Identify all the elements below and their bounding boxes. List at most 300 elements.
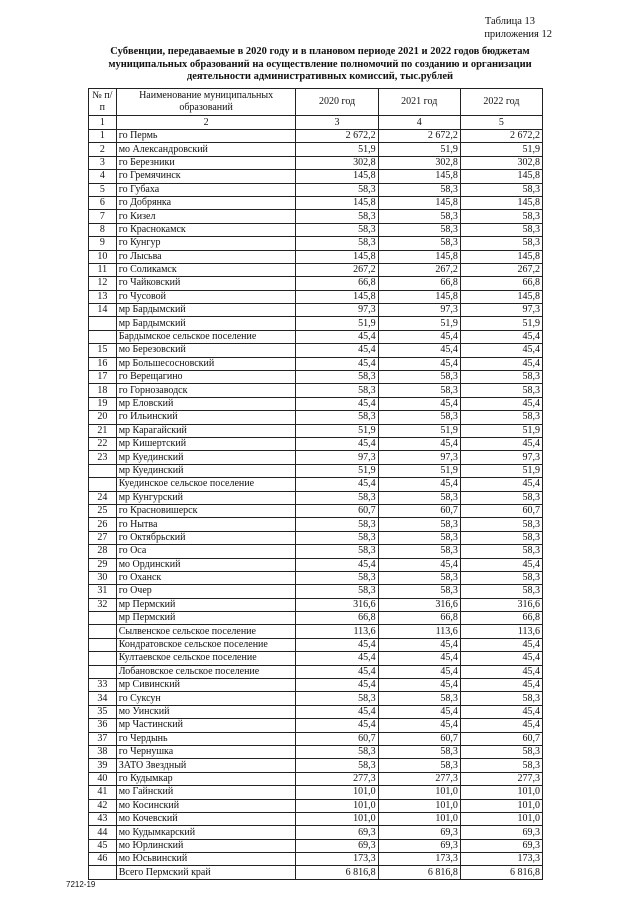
value-2020: 60,7 — [296, 504, 378, 517]
value-2022: 58,3 — [460, 585, 542, 598]
table-row — [89, 638, 543, 651]
value-2020: 58,3 — [296, 491, 378, 504]
row-number — [89, 330, 117, 343]
value-2020: 113,6 — [296, 625, 378, 638]
value-2022: 69,3 — [460, 826, 542, 839]
table-row — [89, 504, 543, 517]
value-2021: 51,9 — [378, 424, 460, 437]
row-number — [89, 652, 117, 665]
table-row — [89, 853, 543, 866]
row-name: мо Александровский — [116, 143, 296, 156]
column-number: 3 — [296, 116, 378, 130]
row-name: го Губаха — [116, 183, 296, 196]
value-2021: 302,8 — [378, 156, 460, 169]
row-name: мр Куединский — [116, 451, 296, 464]
row-number: 42 — [89, 799, 117, 812]
row-number: 13 — [89, 290, 117, 303]
value-2022: 145,8 — [460, 290, 542, 303]
row-name: го Кунгур — [116, 237, 296, 250]
row-number: 26 — [89, 518, 117, 531]
value-2021: 58,3 — [378, 491, 460, 504]
value-2022: 60,7 — [460, 732, 542, 745]
value-2022: 45,4 — [460, 344, 542, 357]
table-row — [89, 518, 543, 531]
value-2021: 60,7 — [378, 504, 460, 517]
value-2022: 60,7 — [460, 504, 542, 517]
value-2021: 45,4 — [378, 679, 460, 692]
value-2020: 45,4 — [296, 679, 378, 692]
row-number: 2 — [89, 143, 117, 156]
row-number: 25 — [89, 504, 117, 517]
value-2020: 97,3 — [296, 451, 378, 464]
value-2021: 101,0 — [378, 799, 460, 812]
row-number: 34 — [89, 692, 117, 705]
row-name: мр Кишертский — [116, 437, 296, 450]
row-name: го Краснокамск — [116, 223, 296, 236]
value-2022: 45,4 — [460, 665, 542, 678]
row-number: 38 — [89, 745, 117, 758]
row-number: 30 — [89, 571, 117, 584]
value-2021: 316,6 — [378, 598, 460, 611]
row-name: го Добрянка — [116, 196, 296, 209]
column-number-row — [89, 116, 543, 130]
row-number: 35 — [89, 705, 117, 718]
row-number: 22 — [89, 437, 117, 450]
table-row — [89, 531, 543, 544]
value-2022: 97,3 — [460, 304, 542, 317]
row-name: го Гремячинск — [116, 170, 296, 183]
value-2021: 45,4 — [378, 330, 460, 343]
row-name: Култаевское сельское поселение — [116, 652, 296, 665]
row-name: го Чернушка — [116, 745, 296, 758]
row-number: 33 — [89, 679, 117, 692]
row-name: мр Кунгурский — [116, 491, 296, 504]
row-number: 19 — [89, 397, 117, 410]
value-2020: 45,4 — [296, 397, 378, 410]
table-row — [89, 558, 543, 571]
value-2020: 58,3 — [296, 371, 378, 384]
row-number — [89, 665, 117, 678]
table-row — [89, 625, 543, 638]
table-body — [89, 130, 543, 880]
value-2021: 58,3 — [378, 745, 460, 758]
table-number: Таблица 13 — [484, 16, 535, 27]
row-number — [89, 625, 117, 638]
value-2021: 69,3 — [378, 839, 460, 852]
row-name: го Ильинский — [116, 411, 296, 424]
value-2022: 2 672,2 — [460, 130, 542, 143]
row-name: ЗАТО Звездный — [116, 759, 296, 772]
value-2020: 58,3 — [296, 692, 378, 705]
row-name: мо Уинский — [116, 705, 296, 718]
value-2021: 145,8 — [378, 196, 460, 209]
table-row — [89, 196, 543, 209]
table-row — [89, 237, 543, 250]
value-2020: 6 816,8 — [296, 866, 378, 879]
value-2020: 302,8 — [296, 156, 378, 169]
value-2022: 101,0 — [460, 786, 542, 799]
row-name: мо Березовский — [116, 344, 296, 357]
value-2020: 145,8 — [296, 250, 378, 263]
value-2020: 58,3 — [296, 183, 378, 196]
row-name: мр Большесосновский — [116, 357, 296, 370]
value-2020: 316,6 — [296, 598, 378, 611]
value-2020: 69,3 — [296, 839, 378, 852]
value-2022: 145,8 — [460, 170, 542, 183]
row-name: мр Бардымский — [116, 304, 296, 317]
value-2021: 97,3 — [378, 304, 460, 317]
value-2021: 145,8 — [378, 250, 460, 263]
table-row — [89, 799, 543, 812]
value-2020: 58,3 — [296, 384, 378, 397]
row-number: 44 — [89, 826, 117, 839]
value-2021: 45,4 — [378, 705, 460, 718]
value-2020: 145,8 — [296, 170, 378, 183]
value-2022: 51,9 — [460, 317, 542, 330]
row-name: го Оханск — [116, 571, 296, 584]
column-number: 4 — [378, 116, 460, 130]
row-name: го Суксун — [116, 692, 296, 705]
table-row — [89, 585, 543, 598]
value-2020: 51,9 — [296, 424, 378, 437]
row-name: мо Юсьвинский — [116, 853, 296, 866]
row-name: Всего Пермский край — [116, 866, 296, 879]
table-row — [89, 571, 543, 584]
row-number: 9 — [89, 237, 117, 250]
value-2021: 45,4 — [378, 478, 460, 491]
header-2022: 2022 год — [460, 89, 542, 116]
row-number: 43 — [89, 812, 117, 825]
value-2021: 69,3 — [378, 826, 460, 839]
value-2022: 145,8 — [460, 250, 542, 263]
row-number: 45 — [89, 839, 117, 852]
value-2020: 45,4 — [296, 665, 378, 678]
value-2021: 58,3 — [378, 585, 460, 598]
table-row — [89, 290, 543, 303]
value-2020: 58,3 — [296, 237, 378, 250]
value-2022: 58,3 — [460, 531, 542, 544]
value-2021: 51,9 — [378, 317, 460, 330]
value-2022: 45,4 — [460, 719, 542, 732]
table-row — [89, 183, 543, 196]
value-2021: 113,6 — [378, 625, 460, 638]
value-2022: 51,9 — [460, 424, 542, 437]
row-name: го Красновишерск — [116, 504, 296, 517]
value-2020: 45,4 — [296, 357, 378, 370]
row-name: Куединское сельское поселение — [116, 478, 296, 491]
row-number: 6 — [89, 196, 117, 209]
row-name: го Чайковский — [116, 277, 296, 290]
row-name: го Чусовой — [116, 290, 296, 303]
value-2020: 45,4 — [296, 330, 378, 343]
row-name: го Очер — [116, 585, 296, 598]
table-row — [89, 705, 543, 718]
column-number: 2 — [116, 116, 296, 130]
subventions-table — [88, 88, 543, 880]
row-number: 12 — [89, 277, 117, 290]
value-2022: 45,4 — [460, 397, 542, 410]
value-2021: 58,3 — [378, 531, 460, 544]
row-number: 21 — [89, 424, 117, 437]
value-2022: 58,3 — [460, 759, 542, 772]
row-number: 17 — [89, 371, 117, 384]
row-number: 39 — [89, 759, 117, 772]
value-2020: 69,3 — [296, 826, 378, 839]
table-row — [89, 223, 543, 236]
table-row — [89, 143, 543, 156]
value-2021: 45,4 — [378, 357, 460, 370]
value-2022: 45,4 — [460, 705, 542, 718]
table-row — [89, 839, 543, 852]
value-2020: 145,8 — [296, 196, 378, 209]
value-2022: 58,3 — [460, 210, 542, 223]
row-number — [89, 464, 117, 477]
row-name: Лобановское сельское поселение — [116, 665, 296, 678]
value-2020: 58,3 — [296, 210, 378, 223]
value-2020: 58,3 — [296, 545, 378, 558]
table-row — [89, 826, 543, 839]
row-name: го Кудымкар — [116, 772, 296, 785]
row-name: го Оса — [116, 545, 296, 558]
value-2021: 45,4 — [378, 638, 460, 651]
row-name: мр Еловский — [116, 397, 296, 410]
value-2022: 58,3 — [460, 384, 542, 397]
row-name: го Верещагино — [116, 371, 296, 384]
row-number: 37 — [89, 732, 117, 745]
table-row — [89, 371, 543, 384]
table-row — [89, 317, 543, 330]
row-name: го Березники — [116, 156, 296, 169]
table-row — [89, 357, 543, 370]
value-2021: 58,3 — [378, 571, 460, 584]
table-row — [89, 812, 543, 825]
value-2021: 66,8 — [378, 612, 460, 625]
table-row — [89, 679, 543, 692]
row-name: го Чердынь — [116, 732, 296, 745]
row-number: 29 — [89, 558, 117, 571]
table-row — [89, 304, 543, 317]
value-2021: 66,8 — [378, 277, 460, 290]
table-row — [89, 478, 543, 491]
row-name: го Нытва — [116, 518, 296, 531]
row-number: 24 — [89, 491, 117, 504]
value-2020: 58,3 — [296, 745, 378, 758]
value-2022: 58,3 — [460, 411, 542, 424]
row-number — [89, 612, 117, 625]
row-name: мр Частинский — [116, 719, 296, 732]
value-2020: 97,3 — [296, 304, 378, 317]
row-number: 8 — [89, 223, 117, 236]
table-row — [89, 786, 543, 799]
table-row — [89, 437, 543, 450]
value-2021: 6 816,8 — [378, 866, 460, 879]
table-row — [89, 772, 543, 785]
value-2022: 66,8 — [460, 277, 542, 290]
value-2021: 173,3 — [378, 853, 460, 866]
row-number — [89, 478, 117, 491]
header-2020: 2020 год — [296, 89, 378, 116]
table-row — [89, 210, 543, 223]
value-2021: 97,3 — [378, 451, 460, 464]
row-name: мр Пермский — [116, 612, 296, 625]
table-row — [89, 692, 543, 705]
value-2022: 45,4 — [460, 558, 542, 571]
table-row — [89, 411, 543, 424]
table-row — [89, 745, 543, 758]
value-2022: 45,4 — [460, 478, 542, 491]
row-number — [89, 866, 117, 879]
value-2021: 45,4 — [378, 665, 460, 678]
value-2022: 45,4 — [460, 330, 542, 343]
value-2022: 58,3 — [460, 571, 542, 584]
value-2022: 58,3 — [460, 237, 542, 250]
value-2022: 101,0 — [460, 812, 542, 825]
value-2022: 58,3 — [460, 745, 542, 758]
table-row — [89, 491, 543, 504]
value-2020: 45,4 — [296, 344, 378, 357]
value-2021: 58,3 — [378, 223, 460, 236]
row-name: мо Юрлинский — [116, 839, 296, 852]
row-number: 41 — [89, 786, 117, 799]
value-2022: 302,8 — [460, 156, 542, 169]
table-row — [89, 652, 543, 665]
value-2021: 101,0 — [378, 786, 460, 799]
row-name: мо Кочевский — [116, 812, 296, 825]
value-2020: 58,3 — [296, 518, 378, 531]
value-2020: 66,8 — [296, 277, 378, 290]
row-number: 32 — [89, 598, 117, 611]
value-2020: 51,9 — [296, 464, 378, 477]
row-number: 15 — [89, 344, 117, 357]
value-2021: 45,4 — [378, 397, 460, 410]
row-number: 7 — [89, 210, 117, 223]
value-2020: 101,0 — [296, 812, 378, 825]
value-2021: 45,4 — [378, 344, 460, 357]
value-2022: 51,9 — [460, 464, 542, 477]
row-name: го Соликамск — [116, 263, 296, 276]
table-row — [89, 866, 543, 879]
value-2021: 267,2 — [378, 263, 460, 276]
table-row — [89, 665, 543, 678]
value-2021: 45,4 — [378, 558, 460, 571]
value-2020: 45,4 — [296, 719, 378, 732]
header-2021: 2021 год — [378, 89, 460, 116]
row-number: 16 — [89, 357, 117, 370]
value-2020: 2 672,2 — [296, 130, 378, 143]
table-row — [89, 612, 543, 625]
value-2022: 97,3 — [460, 451, 542, 464]
value-2021: 2 672,2 — [378, 130, 460, 143]
row-name: го Пермь — [116, 130, 296, 143]
row-number: 5 — [89, 183, 117, 196]
value-2022: 101,0 — [460, 799, 542, 812]
value-2022: 45,4 — [460, 638, 542, 651]
footer-code: 7212-19 — [66, 880, 96, 889]
table-row — [89, 759, 543, 772]
value-2022: 277,3 — [460, 772, 542, 785]
value-2020: 101,0 — [296, 799, 378, 812]
value-2021: 45,4 — [378, 437, 460, 450]
value-2020: 58,3 — [296, 759, 378, 772]
table-row — [89, 598, 543, 611]
row-name: го Кизел — [116, 210, 296, 223]
value-2021: 58,3 — [378, 545, 460, 558]
table-row — [89, 130, 543, 143]
table-row — [89, 156, 543, 169]
value-2020: 45,4 — [296, 705, 378, 718]
table-header-row — [89, 89, 543, 116]
value-2022: 58,3 — [460, 692, 542, 705]
row-name: мо Кудымкарский — [116, 826, 296, 839]
value-2021: 101,0 — [378, 812, 460, 825]
row-name: Кондратовское сельское поселение — [116, 638, 296, 651]
value-2022: 45,4 — [460, 679, 542, 692]
value-2021: 58,3 — [378, 411, 460, 424]
column-number: 1 — [89, 116, 117, 130]
value-2021: 51,9 — [378, 464, 460, 477]
value-2021: 58,3 — [378, 210, 460, 223]
row-name: мо Гайнский — [116, 786, 296, 799]
value-2022: 58,3 — [460, 491, 542, 504]
value-2020: 45,4 — [296, 638, 378, 651]
table-row — [89, 464, 543, 477]
row-name: мр Куединский — [116, 464, 296, 477]
row-number: 20 — [89, 411, 117, 424]
table-row — [89, 424, 543, 437]
value-2022: 145,8 — [460, 196, 542, 209]
value-2021: 58,3 — [378, 692, 460, 705]
row-name: мр Сивинский — [116, 679, 296, 692]
value-2021: 58,3 — [378, 759, 460, 772]
value-2021: 277,3 — [378, 772, 460, 785]
value-2021: 45,4 — [378, 719, 460, 732]
table-row — [89, 277, 543, 290]
value-2021: 58,3 — [378, 371, 460, 384]
value-2021: 58,3 — [378, 384, 460, 397]
table-row — [89, 170, 543, 183]
value-2022: 58,3 — [460, 545, 542, 558]
value-2022: 58,3 — [460, 518, 542, 531]
table-row — [89, 397, 543, 410]
value-2022: 58,3 — [460, 371, 542, 384]
value-2022: 6 816,8 — [460, 866, 542, 879]
value-2022: 45,4 — [460, 357, 542, 370]
row-number: 31 — [89, 585, 117, 598]
row-name: Сылвенское сельское поселение — [116, 625, 296, 638]
table-row — [89, 344, 543, 357]
value-2020: 58,3 — [296, 585, 378, 598]
header-no: № п/п — [89, 89, 117, 116]
row-name: го Октябрьский — [116, 531, 296, 544]
value-2020: 267,2 — [296, 263, 378, 276]
value-2020: 277,3 — [296, 772, 378, 785]
table-row — [89, 330, 543, 343]
appendix-label: приложения 12 — [484, 29, 552, 40]
value-2022: 58,3 — [460, 223, 542, 236]
row-number: 46 — [89, 853, 117, 866]
value-2021: 58,3 — [378, 518, 460, 531]
table-row — [89, 250, 543, 263]
row-number: 23 — [89, 451, 117, 464]
value-2022: 45,4 — [460, 652, 542, 665]
value-2020: 45,4 — [296, 478, 378, 491]
value-2020: 60,7 — [296, 732, 378, 745]
row-number: 28 — [89, 545, 117, 558]
value-2022: 69,3 — [460, 839, 542, 852]
row-name: го Лысьва — [116, 250, 296, 263]
value-2022: 316,6 — [460, 598, 542, 611]
row-name: мр Пермский — [116, 598, 296, 611]
